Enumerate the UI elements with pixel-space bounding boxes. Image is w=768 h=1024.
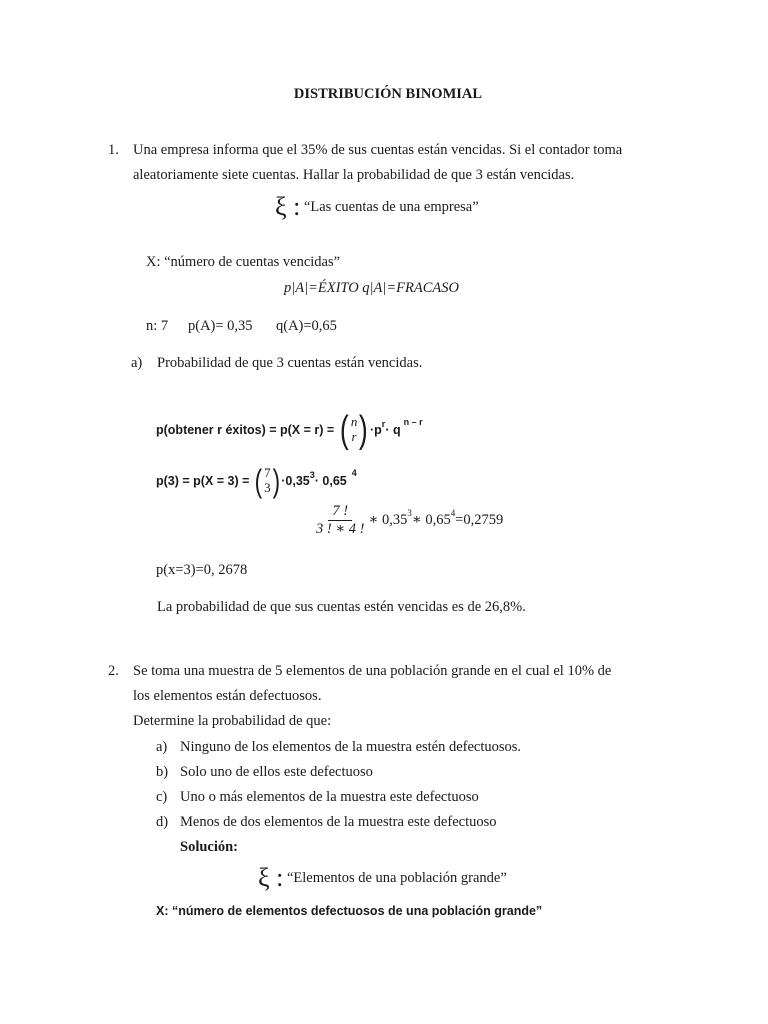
calc-part-1: ∗ 0,35 xyxy=(368,512,408,529)
success-failure: p|A|=ÉXITO q|A|=FRACASO xyxy=(284,280,459,296)
binomial-n-r xyxy=(351,415,358,445)
conclusion: La probabilidad de que sus cuentas estén vencidas es de 26,8%. xyxy=(157,599,526,615)
p3-sup-3: 3 xyxy=(309,470,315,480)
xi-symbol-2: ξ : xyxy=(258,863,284,892)
p3-sup-4: 4 xyxy=(351,468,357,478)
formula-p: ·p xyxy=(369,423,382,437)
formula-sup-nr: n – r xyxy=(403,417,423,427)
item-d-label: d) xyxy=(156,814,169,830)
general-formula xyxy=(156,390,423,470)
subitem-a-text: Probabilidad de que 3 cuentas están vencidas. xyxy=(157,355,423,371)
p3-left-paren: ( xyxy=(255,463,263,499)
binom-7: 7 xyxy=(264,465,271,481)
calculation xyxy=(312,503,503,539)
qa-value: q(A)=0,65 xyxy=(276,318,337,334)
p3-left: p(3) = p(X = 3) = xyxy=(156,474,250,488)
binom-3: 3 xyxy=(264,480,271,495)
x-definition-2: X: “número de elementos defectuosos de una población grande” xyxy=(156,904,543,918)
formula-q: · q xyxy=(385,423,401,437)
item-c-label: c) xyxy=(156,789,168,805)
p3-right-2: · 0,65 xyxy=(314,474,347,488)
item-d-text: Menos de dos elementos de la muestra este defectuoso xyxy=(180,814,497,830)
right-paren: ) xyxy=(359,409,369,451)
fraction-denominator: 3 ! ∗ 4 ! xyxy=(316,521,365,538)
subitem-a-label: a) xyxy=(131,355,143,371)
item-b-label: b) xyxy=(156,764,169,780)
problem-2-line-2: los elementos están defectuosos. xyxy=(133,688,322,704)
factorial-fraction xyxy=(312,503,369,539)
calc-part-2: ∗ 0,65 xyxy=(411,512,451,529)
calc-sup-3: 3 xyxy=(407,507,412,518)
problem-2-line-3: Determine la probabilidad de que: xyxy=(133,713,332,729)
xi-text: “Las cuentas de una empresa” xyxy=(303,199,479,215)
problem-2-xi-line xyxy=(258,865,507,891)
p3-right-1: ·0,35 xyxy=(281,474,310,488)
formula-sup-r: r xyxy=(381,419,386,429)
page-title: DISTRIBUCIÓN BINOMIAL xyxy=(293,86,483,102)
problem-2-line-1: Se toma una muestra de 5 elementos de una población grande en el cual el 10% de xyxy=(133,663,612,679)
item-c-text: Uno o más elementos de la muestra este defectuoso xyxy=(180,789,479,805)
pa-value: p(A)= 0,35 xyxy=(188,318,253,334)
problem-1-line-2: aleatoriamente siete cuentas. Hallar la probabilidad de que 3 están vencidas. xyxy=(133,167,575,183)
problem-1-line-1: Una empresa informa que el 35% de sus cuentas están vencidas. Si el contador toma xyxy=(133,142,623,158)
n-value: n: 7 xyxy=(146,318,169,334)
problem-1-number: 1. xyxy=(108,142,119,158)
xi-symbol: ξ : xyxy=(275,192,301,221)
fraction-numerator: 7 ! xyxy=(328,503,352,521)
problem-2-number: 2. xyxy=(108,663,119,679)
item-b-text: Solo uno de ellos este defectuoso xyxy=(180,764,373,780)
calc-sup-4: 4 xyxy=(450,507,456,518)
binomial-7-3 xyxy=(264,466,271,496)
binom-bottom: r xyxy=(351,429,357,444)
p3-right-paren: ) xyxy=(272,463,280,499)
calc-part-3: =0,2759 xyxy=(455,512,504,529)
item-a-label: a) xyxy=(156,739,168,755)
p3-formula xyxy=(156,461,357,501)
x-definition: X: “número de cuentas vencidas” xyxy=(146,254,341,270)
problem-1-xi-line xyxy=(275,194,479,220)
xi-text-2: “Elementos de una población grande” xyxy=(286,870,507,886)
item-a-text: Ninguno de los elementos de la muestra estén defectuosos. xyxy=(180,739,522,755)
solution-heading: Solución: xyxy=(180,839,239,855)
binom-top: n xyxy=(350,414,358,430)
result-value: p(x=3)=0, 2678 xyxy=(156,562,248,578)
left-paren: ( xyxy=(340,409,349,451)
formula-left: p(obtener r éxitos) = p(X = r) = xyxy=(156,423,335,437)
